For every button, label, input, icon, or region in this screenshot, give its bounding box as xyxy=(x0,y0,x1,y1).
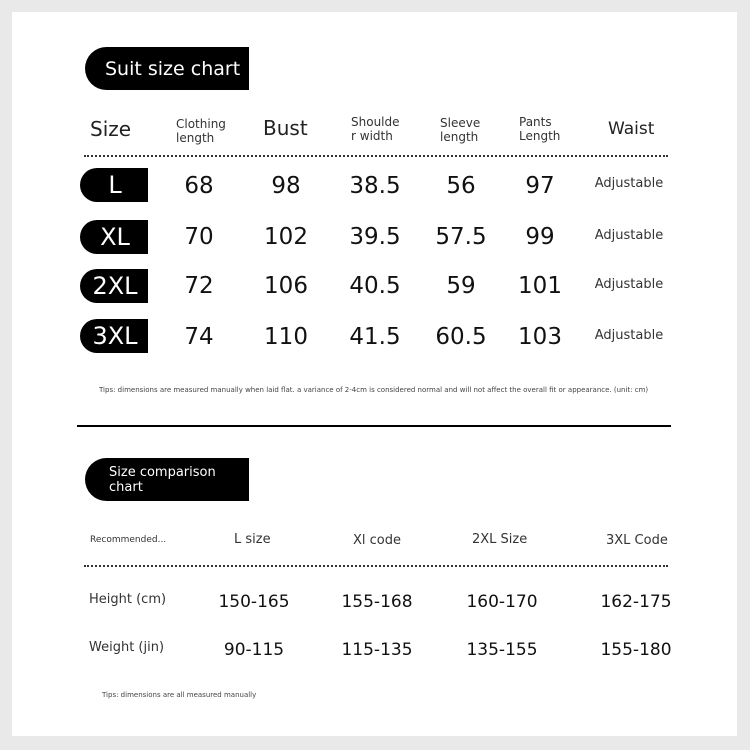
bust-value: 98 xyxy=(271,173,301,199)
weight-value: 155-180 xyxy=(600,640,672,660)
suit-size-chart-title: Suit size chart xyxy=(85,47,249,90)
header-3xl-code: 3XL Code xyxy=(606,533,668,548)
bust-value: 102 xyxy=(264,224,308,250)
header-size: Size xyxy=(90,117,132,141)
shoulder-width-value: 41.5 xyxy=(349,324,401,350)
weight-value: 135-155 xyxy=(466,640,538,660)
sleeve-length-value: 60.5 xyxy=(435,324,487,350)
header-2xl-size: 2XL Size xyxy=(472,532,528,547)
height-value: 155-168 xyxy=(341,592,413,612)
header-xl-code: Xl code xyxy=(353,533,402,548)
bust-value: 110 xyxy=(264,324,308,350)
bust-value: 106 xyxy=(264,273,308,299)
waist-value: Adjustable xyxy=(594,176,664,191)
size-tag-2xl: 2XL xyxy=(80,269,148,303)
header-l-size: L size xyxy=(234,532,271,547)
weight-value: 115-135 xyxy=(341,640,413,660)
clothing-length-value: 74 xyxy=(184,324,214,350)
header-clothing-length: Clothing length xyxy=(176,117,226,145)
clothing-length-value: 70 xyxy=(184,224,214,250)
header-pants-length: Pants Length xyxy=(519,115,561,143)
header-sleeve-length: Sleeve length xyxy=(440,116,481,144)
weight-value: 90-115 xyxy=(223,640,285,660)
waist-value: Adjustable xyxy=(594,277,664,292)
comparison-tips: Tips: dimensions are all measured manually xyxy=(102,691,257,699)
header-divider xyxy=(84,155,668,157)
size-tag-l: L xyxy=(80,168,148,202)
clothing-length-value: 68 xyxy=(184,173,214,199)
size-tag-xl: XL xyxy=(80,220,148,254)
pants-length-value: 101 xyxy=(518,273,562,299)
pants-length-value: 103 xyxy=(518,324,562,350)
height-value: 160-170 xyxy=(466,592,538,612)
sleeve-length-value: 59 xyxy=(446,273,476,299)
height-value: 150-165 xyxy=(218,592,290,612)
size-comparison-chart-title: Size comparison chart xyxy=(85,458,249,501)
waist-value: Adjustable xyxy=(594,328,664,343)
clothing-length-value: 72 xyxy=(184,273,214,299)
pants-length-value: 99 xyxy=(525,224,555,250)
height-label: Height (cm) xyxy=(89,592,167,607)
comparison-header-divider xyxy=(84,565,668,567)
shoulder-width-value: 40.5 xyxy=(349,273,401,299)
section-divider xyxy=(77,425,671,427)
waist-value: Adjustable xyxy=(594,228,664,243)
pants-length-value: 97 xyxy=(525,173,555,199)
height-value: 162-175 xyxy=(600,592,672,612)
header-waist: Waist xyxy=(608,119,655,139)
header-shoulder-width: Shoulde r width xyxy=(351,115,400,143)
weight-label: Weight (jin) xyxy=(89,640,165,655)
shoulder-width-value: 38.5 xyxy=(349,173,401,199)
sleeve-length-value: 56 xyxy=(446,173,476,199)
size-tag-3xl: 3XL xyxy=(80,319,148,353)
header-bust: Bust xyxy=(263,116,308,140)
header-recommended: Recommended... xyxy=(90,535,167,545)
suit-tips: Tips: dimensions are measured manually when laid flat. a variance of 2-4cm is considered normal and will not affect the overall fit or appearance. (unit: cm) xyxy=(99,386,649,394)
sleeve-length-value: 57.5 xyxy=(435,224,487,250)
shoulder-width-value: 39.5 xyxy=(349,224,401,250)
